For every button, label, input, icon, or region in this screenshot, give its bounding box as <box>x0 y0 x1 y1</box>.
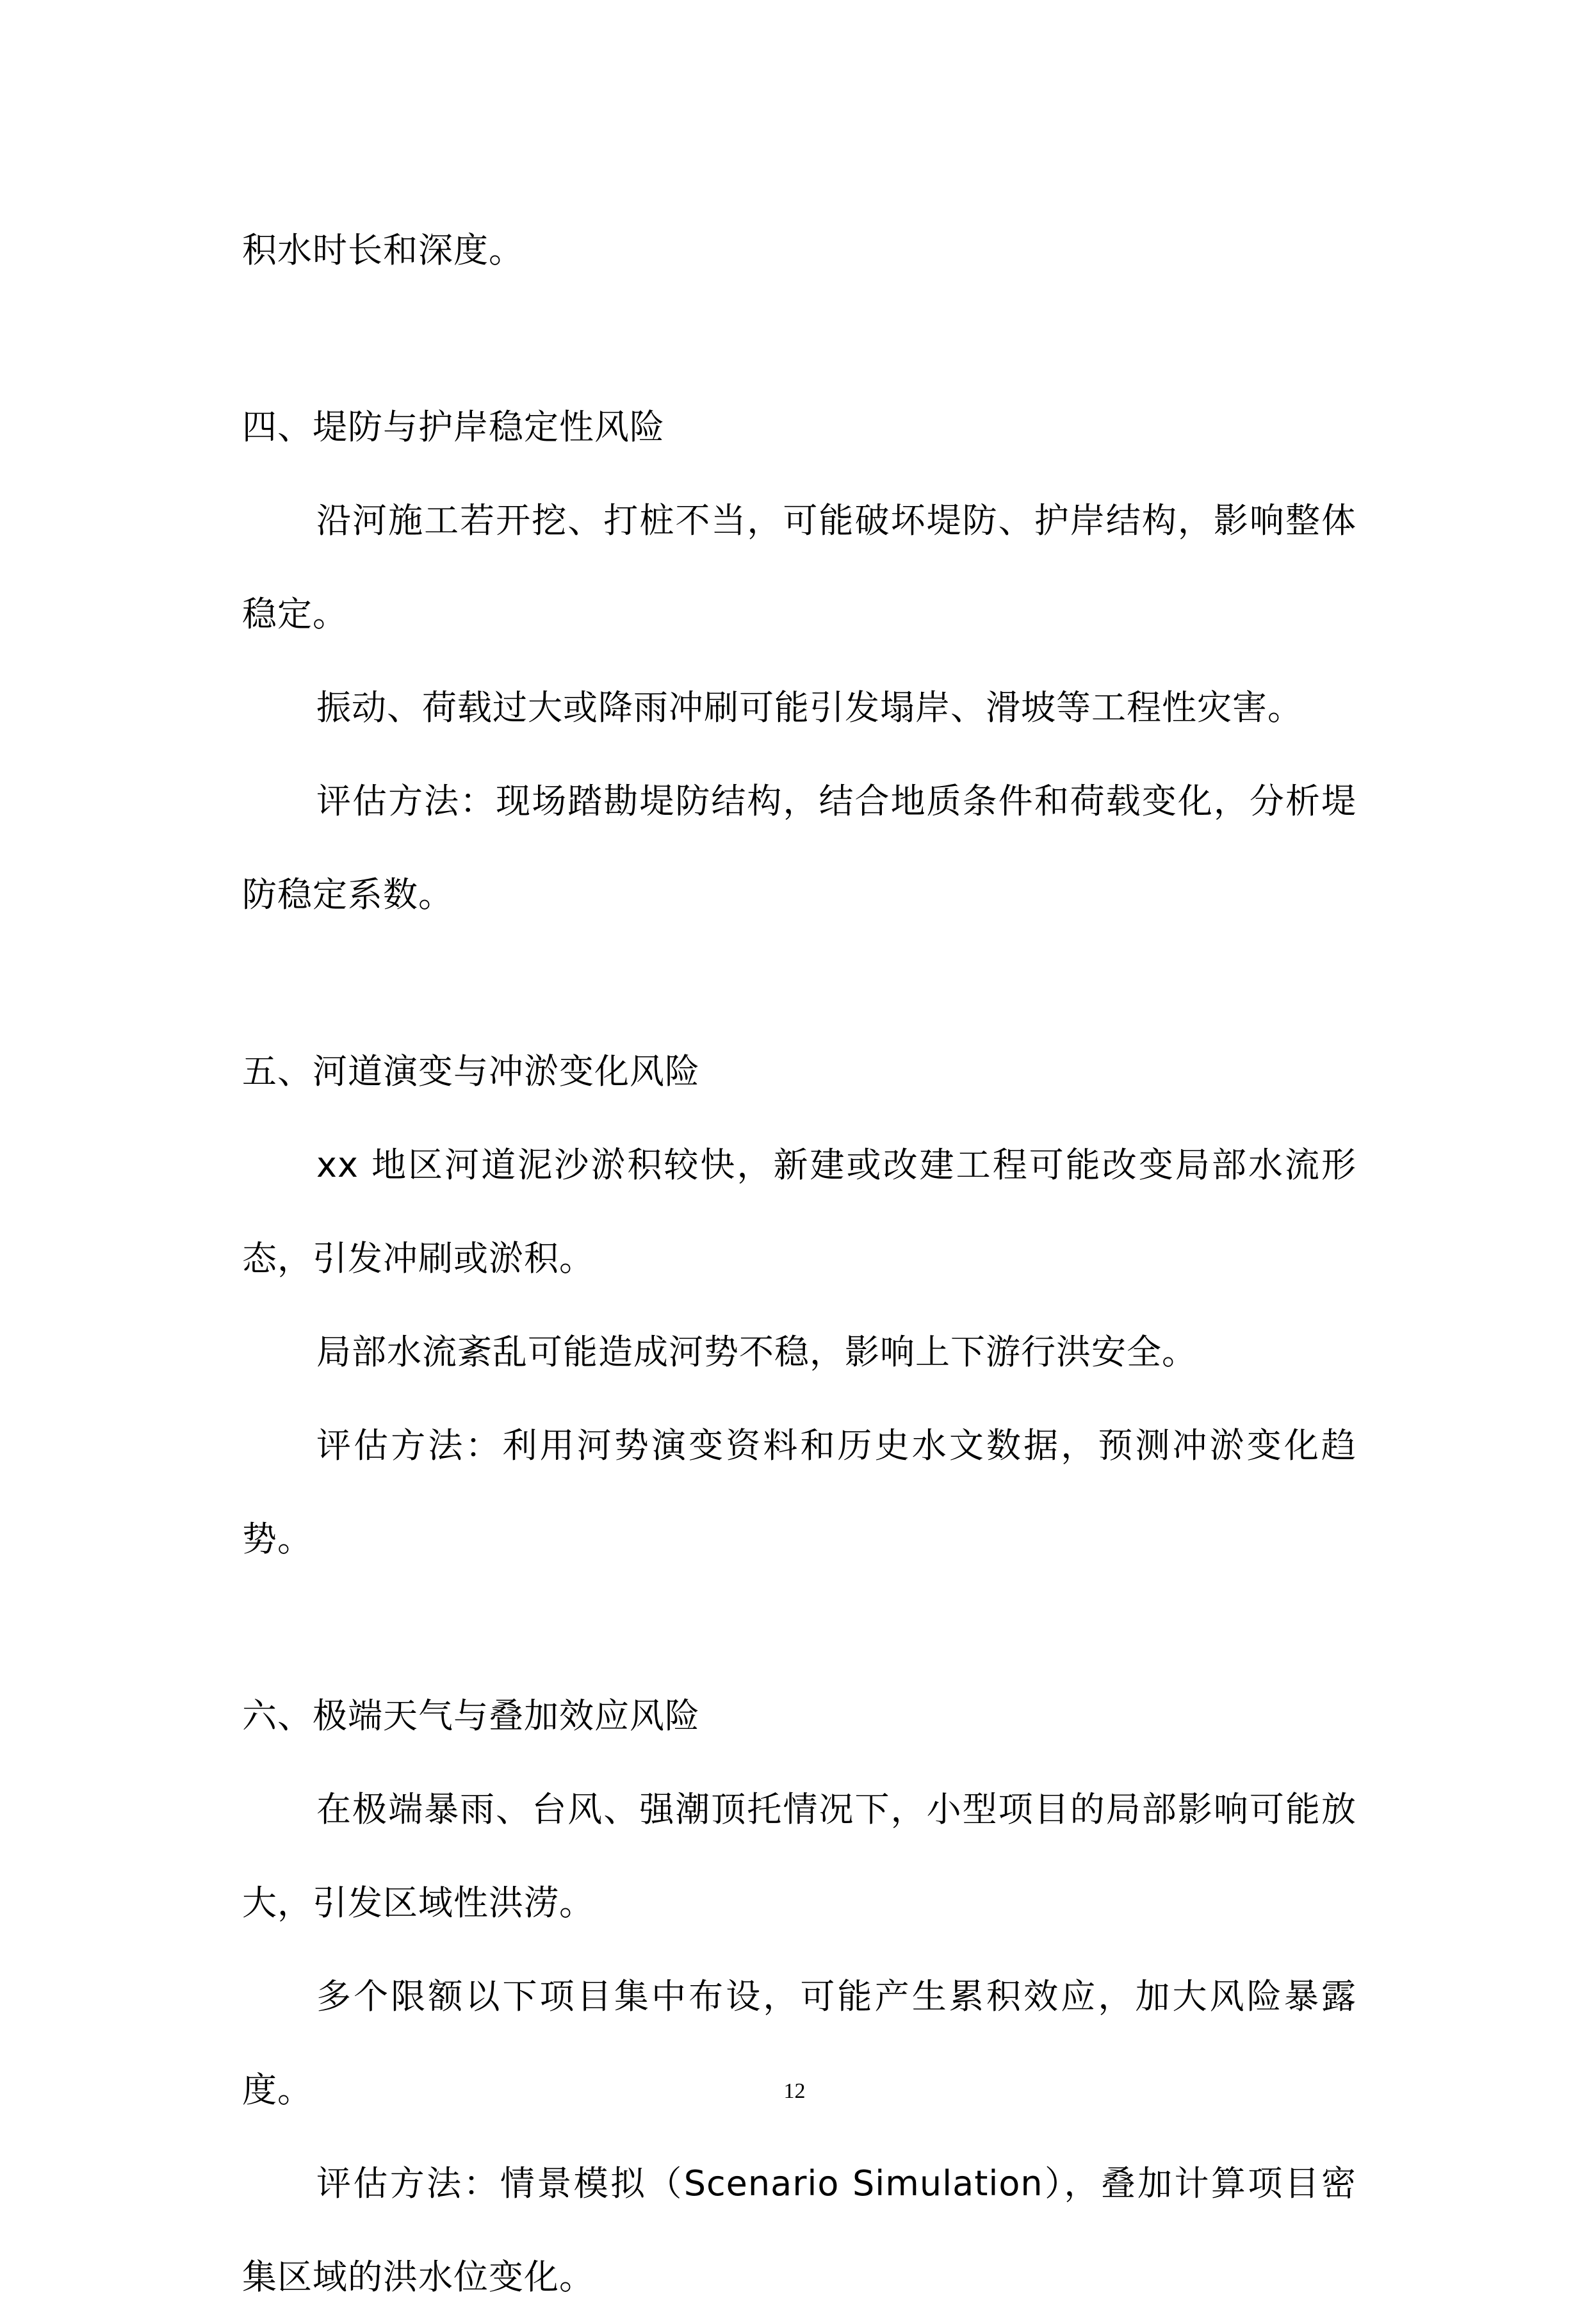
section-6 <box>242 1669 1357 2324</box>
section-heading: 六、极端天气与叠加效应风险 <box>242 1696 700 1736</box>
document-body <box>242 204 1357 2324</box>
section-paragraph: 评估方法：情景模拟（Scenario Simulation），叠加计算项目密集区域的洪水位变化。 <box>242 2163 1357 2297</box>
section-paragraph: 局部水流紊乱可能造成河势不稳，影响上下游行洪安全。 <box>316 1332 1197 1372</box>
section-5 <box>242 1025 1357 1586</box>
section-paragraph: 在极端暴雨、台风、强潮顶托情况下，小型项目的局部影响可能放大，引发区域性洪涝。 <box>242 1789 1357 1923</box>
section-paragraph: 评估方法：利用河势演变资料和历史水文数据，预测冲淤变化趋势。 <box>242 1425 1357 1559</box>
section-paragraph: 多个限额以下项目集中布设，可能产生累积效应，加大风险暴露度。 <box>242 1976 1357 2110</box>
section-heading: 四、堤防与护岸稳定性风险 <box>242 407 665 447</box>
section-paragraph: 评估方法：现场踏勘堤防结构，结合地质条件和荷载变化，分析堤防稳定系数。 <box>242 781 1357 915</box>
section-heading: 五、河道演变与冲淤变化风险 <box>242 1051 700 1092</box>
section-paragraph: 振动、荷载过大或降雨冲刷可能引发塌岸、滑坡等工程性灾害。 <box>316 687 1303 728</box>
section-paragraph: 沿河施工若开挖、打桩不当，可能破坏堤防、护岸结构，影响整体稳定。 <box>242 500 1357 634</box>
page-number: 12 <box>783 2079 806 2103</box>
lead-fragment: 积水时长和深度。 <box>242 230 524 270</box>
section-paragraph: xx 地区河道泥沙淤积较快，新建或改建工程可能改变局部水流形态，引发冲刷或淤积。 <box>242 1145 1357 1279</box>
section-4 <box>242 381 1357 942</box>
